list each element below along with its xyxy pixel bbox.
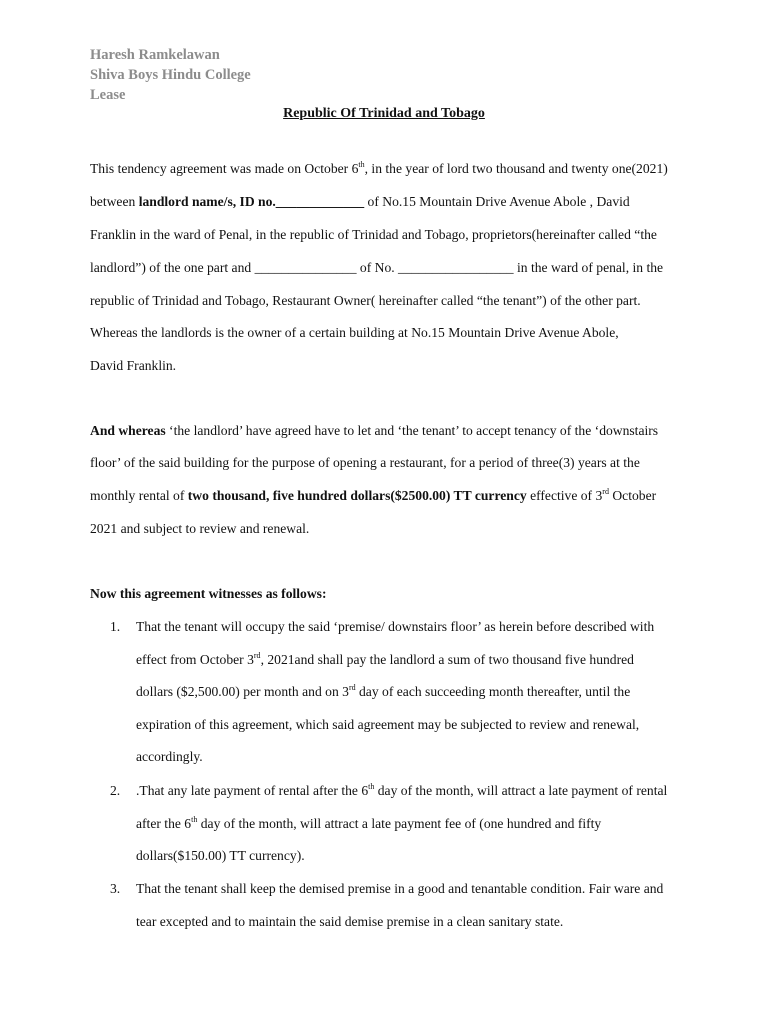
header-author: Haresh Ramkelawan	[90, 47, 220, 63]
item-1-line-5: accordingly.	[136, 749, 203, 764]
whereas-line-3: monthly rental of two thousand, five hundred dollars($2500.00) TT currency effective of 3rd October	[90, 487, 657, 503]
whereas-line-2: floor’ of the said building for the purpose of opening a restaurant, for a period of three(3) years at the	[90, 455, 640, 470]
item-2-line-1: .That any late payment of rental after the 6th day of the month, will attract a late payment of rental	[136, 782, 668, 798]
item-2-line-3: dollars($150.00) TT currency).	[136, 848, 305, 863]
item-1-line-1: That the tenant will occupy the said ‘premise/ downstairs floor’ as herein before described with	[136, 619, 655, 634]
intro-line-5: republic of Trinidad and Tobago, Restaurant Owner( hereinafter called “the tenant”) of the other part.	[90, 293, 641, 308]
document-title: Republic Of Trinidad and Tobago	[283, 106, 485, 121]
intro-line-7: David Franklin.	[90, 358, 177, 373]
intro-line-1: This tendency agreement was made on October 6th, in the year of lord two thousand and twenty one(2021)	[90, 160, 668, 176]
intro-line-6: Whereas the landlords is the owner of a certain building at No.15 Mountain Drive Avenue Abole,	[90, 325, 619, 340]
header-school: Shiva Boys Hindu College	[90, 67, 251, 83]
item-1-line-2: effect from October 3rd, 2021and shall pay the landlord a sum of two thousand five hundred	[136, 651, 634, 667]
intro-line-2: between landlord name/s, ID no._____________ of No.15 Mountain Drive Avenue Abole , David	[90, 194, 630, 209]
whereas-line-1: And whereas ‘the landlord’ have agreed have to let and ‘the tenant’ to accept tenancy of the ‘downstairs	[90, 423, 659, 438]
item-2-line-2: after the 6th day of the month, will attract a late payment fee of (one hundred and fifty	[136, 815, 602, 831]
intro-line-3: Franklin in the ward of Penal, in the republic of Trinidad and Tobago, proprietors(hereinafter called “the	[90, 227, 657, 242]
list-item-number: 3.	[110, 881, 121, 896]
header-subject: Lease	[90, 87, 126, 103]
list-item-number: 1.	[110, 619, 121, 634]
whereas-line-4: 2021 and subject to review and renewal.	[90, 521, 310, 536]
list-item-number: 2.	[110, 783, 121, 798]
item-1-line-4: expiration of this agreement, which said agreement may be subjected to review and renewal,	[136, 717, 640, 732]
intro-line-4: landlord”) of the one part and _______________ of No. _________________ in the ward of penal, in the	[90, 260, 664, 275]
item-1-line-3: dollars ($2,500.00) per month and on 3rd day of each succeeding month thereafter, until the	[136, 683, 631, 699]
witness-heading: Now this agreement witnesses as follows:	[90, 586, 327, 601]
item-3-line-1: That the tenant shall keep the demised premise in a good and tenantable condition. Fair ware and	[136, 881, 664, 896]
item-3-line-2: tear excepted and to maintain the said demise premise in a clean sanitary state.	[136, 914, 564, 929]
